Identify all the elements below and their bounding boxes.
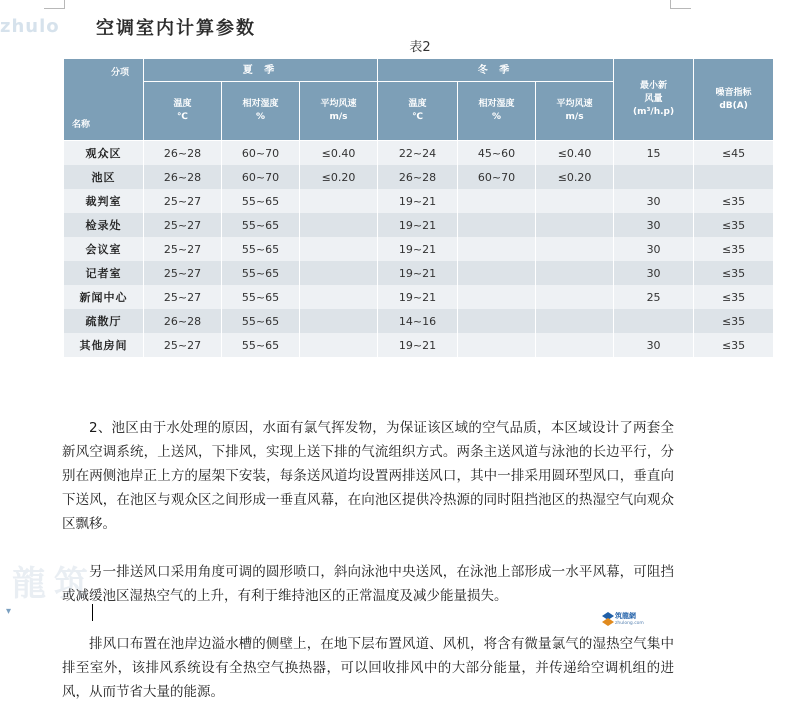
subheader-summer-wind bbox=[300, 82, 378, 141]
table-cell: 26~28 bbox=[144, 141, 222, 166]
table-cell: 19~21 bbox=[378, 261, 458, 285]
subheader-text: 相对湿度 % bbox=[242, 99, 279, 122]
header-corner bbox=[64, 59, 144, 141]
subheader-winter-wind bbox=[536, 82, 614, 141]
row-name-cell: 记者室 bbox=[64, 261, 144, 285]
body-text bbox=[62, 416, 674, 704]
row-name-cell: 新闻中心 bbox=[64, 285, 144, 309]
table-cell bbox=[536, 237, 614, 261]
table-row bbox=[64, 213, 774, 237]
row-name-cell: 观众区 bbox=[64, 141, 144, 166]
table-cell: ≤35 bbox=[694, 309, 774, 333]
table-row bbox=[64, 189, 774, 213]
header-fresh-air-text: 最小新 风量 (m³/h.p) bbox=[633, 81, 675, 117]
table-cell bbox=[694, 165, 774, 189]
table-cell bbox=[458, 261, 536, 285]
table-cell bbox=[458, 333, 536, 357]
subheader-winter-temp bbox=[378, 82, 458, 141]
row-name-cell: 裁判室 bbox=[64, 189, 144, 213]
table-cell: ≤35 bbox=[694, 213, 774, 237]
table-cell: ≤0.20 bbox=[300, 165, 378, 189]
paragraph-exhaust: 排风口布置在池岸边溢水槽的侧壁上，在地下层布置风道、风机，将含有微量氯气的湿热空气集中排至室外，该排风系统设有全热空气换热器，可以回收排风中的大部分能量，并传递给空调机组的进风，从而节省大量的能源。 bbox=[62, 636, 674, 700]
table-cell bbox=[458, 189, 536, 213]
table-cell: 19~21 bbox=[378, 189, 458, 213]
table-cell: 25~27 bbox=[144, 261, 222, 285]
table-cell: 25~27 bbox=[144, 237, 222, 261]
table-cell: ≤0.40 bbox=[300, 141, 378, 166]
table-cell bbox=[536, 189, 614, 213]
table-cell: 26~28 bbox=[144, 309, 222, 333]
table-cell: 26~28 bbox=[378, 165, 458, 189]
table-caption: 表2 bbox=[409, 40, 431, 55]
page-corner-mark-right bbox=[670, 0, 691, 9]
table-cell: 25~27 bbox=[144, 285, 222, 309]
table-cell: 60~70 bbox=[458, 165, 536, 189]
header-noise bbox=[694, 59, 774, 141]
row-name-cell: 会议室 bbox=[64, 237, 144, 261]
table-cell: 14~16 bbox=[378, 309, 458, 333]
table-cell bbox=[458, 285, 536, 309]
header-winter: 冬 季 bbox=[378, 59, 614, 82]
table-cell bbox=[300, 285, 378, 309]
paragraph-gap bbox=[62, 608, 674, 632]
subheader-winter-humidity bbox=[458, 82, 536, 141]
row-name-cell: 检录处 bbox=[64, 213, 144, 237]
paragraph-gap bbox=[62, 536, 674, 560]
zhulong-logo bbox=[602, 610, 644, 632]
row-name-cell: 其他房间 bbox=[64, 333, 144, 357]
watermark-top: zhulo bbox=[0, 16, 60, 37]
text-cursor bbox=[92, 604, 93, 621]
table-cell: 25 bbox=[614, 285, 694, 309]
table-row bbox=[64, 309, 774, 333]
margin-arrow-icon: ▾ bbox=[6, 606, 12, 617]
table-cell bbox=[458, 309, 536, 333]
header-corner-name: 名称 bbox=[72, 120, 91, 130]
table-cell: ≤35 bbox=[694, 333, 774, 357]
parameters-table bbox=[63, 58, 774, 357]
row-name-cell: 疏散厅 bbox=[64, 309, 144, 333]
header-noise-text: 噪音指标 dB(A) bbox=[715, 87, 752, 111]
subheader-summer-temp bbox=[144, 82, 222, 141]
table-cell: 30 bbox=[614, 333, 694, 357]
table-cell bbox=[300, 309, 378, 333]
table-cell bbox=[536, 333, 614, 357]
table-cell: 55~65 bbox=[222, 261, 300, 285]
table-cell: 30 bbox=[614, 189, 694, 213]
table-cell: 30 bbox=[614, 237, 694, 261]
paragraph-pool-supply: 2、池区由于水处理的原因，水面有氯气挥发物，为保证该区域的空气品质，本区域设计了两套全新风空调系统，上送风，下排风，实现上送下排的气流组织方式。两条主送风道与泳池的长边平行，分别在两侧池岸正上方的屋架下安装，每条送风道均设置两排送风口，其中一排采用圆环型风口，垂直向下送风，在池区与观众区之间形成一垂直风幕，在向池区提供冷热源的同时阻挡池区的热湿空气向观众区飘移。 bbox=[62, 420, 674, 532]
table-cell bbox=[536, 309, 614, 333]
table-row bbox=[64, 285, 774, 309]
table-cell: 26~28 bbox=[144, 165, 222, 189]
subheader-text: 温度 ℃ bbox=[408, 99, 427, 122]
table-cell: 19~21 bbox=[378, 213, 458, 237]
table-cell bbox=[300, 213, 378, 237]
table-cell: 60~70 bbox=[222, 141, 300, 166]
table-cell: 19~21 bbox=[378, 285, 458, 309]
table-cell: 25~27 bbox=[144, 213, 222, 237]
page-corner-mark-left bbox=[44, 0, 65, 9]
table-row bbox=[64, 237, 774, 261]
table-cell bbox=[536, 213, 614, 237]
table-cell bbox=[536, 261, 614, 285]
table-cell: 55~65 bbox=[222, 237, 300, 261]
table-cell: 25~27 bbox=[144, 333, 222, 357]
table-cell: 55~65 bbox=[222, 189, 300, 213]
table-cell: 25~27 bbox=[144, 189, 222, 213]
table-cell: ≤35 bbox=[694, 189, 774, 213]
table-cell: 19~21 bbox=[378, 333, 458, 357]
table-cell: 30 bbox=[614, 213, 694, 237]
table-cell: 19~21 bbox=[378, 237, 458, 261]
table-cell: 15 bbox=[614, 141, 694, 166]
table-cell bbox=[300, 189, 378, 213]
table-row bbox=[64, 165, 774, 189]
table-cell: 55~65 bbox=[222, 309, 300, 333]
table-row bbox=[64, 261, 774, 285]
subheader-text: 温度 ℃ bbox=[173, 99, 192, 122]
figure-title: 空调室内计算参数 bbox=[96, 18, 256, 39]
table-cell: 55~65 bbox=[222, 333, 300, 357]
table-cell: ≤45 bbox=[694, 141, 774, 166]
table-cell: ≤0.20 bbox=[536, 165, 614, 189]
table-cell: 55~65 bbox=[222, 285, 300, 309]
table-cell bbox=[614, 165, 694, 189]
paragraph-nozzle: 另一排送风口采用角度可调的圆形喷口，斜向泳池中央送风，在泳池上部形成一水平风幕，可阻挡或减缓池区湿热空气的上升，有利于维持池区的正常温度及减少能量损失。 bbox=[62, 564, 674, 604]
subheader-text: 相对湿度 % bbox=[478, 99, 515, 122]
table-cell bbox=[300, 261, 378, 285]
table-cell bbox=[458, 213, 536, 237]
row-name-cell: 池区 bbox=[64, 165, 144, 189]
header-corner-item: 分项 bbox=[110, 68, 129, 78]
table-cell: ≤35 bbox=[694, 285, 774, 309]
watermark-side: 龍筑 bbox=[12, 564, 96, 604]
table-cell: ≤35 bbox=[694, 237, 774, 261]
subheader-text: 平均风速 m/s bbox=[556, 99, 593, 122]
logo-name: 筑龍網 bbox=[615, 612, 636, 620]
table-cell: ≤0.40 bbox=[536, 141, 614, 166]
subheader-text: 平均风速 m/s bbox=[320, 99, 357, 122]
table-row bbox=[64, 333, 774, 357]
table-cell: 55~65 bbox=[222, 213, 300, 237]
table-cell: 60~70 bbox=[222, 165, 300, 189]
header-fresh-air bbox=[614, 59, 694, 141]
table-cell: ≤35 bbox=[694, 261, 774, 285]
table-cell bbox=[300, 333, 378, 357]
subheader-summer-humidity bbox=[222, 82, 300, 141]
table-cell bbox=[614, 309, 694, 333]
table-body bbox=[64, 141, 774, 358]
table-cell bbox=[536, 285, 614, 309]
table-cell: 45~60 bbox=[458, 141, 536, 166]
logo-mark-icon bbox=[602, 612, 614, 626]
table-row bbox=[64, 141, 774, 166]
table-cell: 22~24 bbox=[378, 141, 458, 166]
logo-url: zhulong.com bbox=[615, 621, 644, 626]
table-cell: 30 bbox=[614, 261, 694, 285]
header-summer: 夏 季 bbox=[144, 59, 378, 82]
table-cell bbox=[458, 237, 536, 261]
table-cell bbox=[300, 237, 378, 261]
